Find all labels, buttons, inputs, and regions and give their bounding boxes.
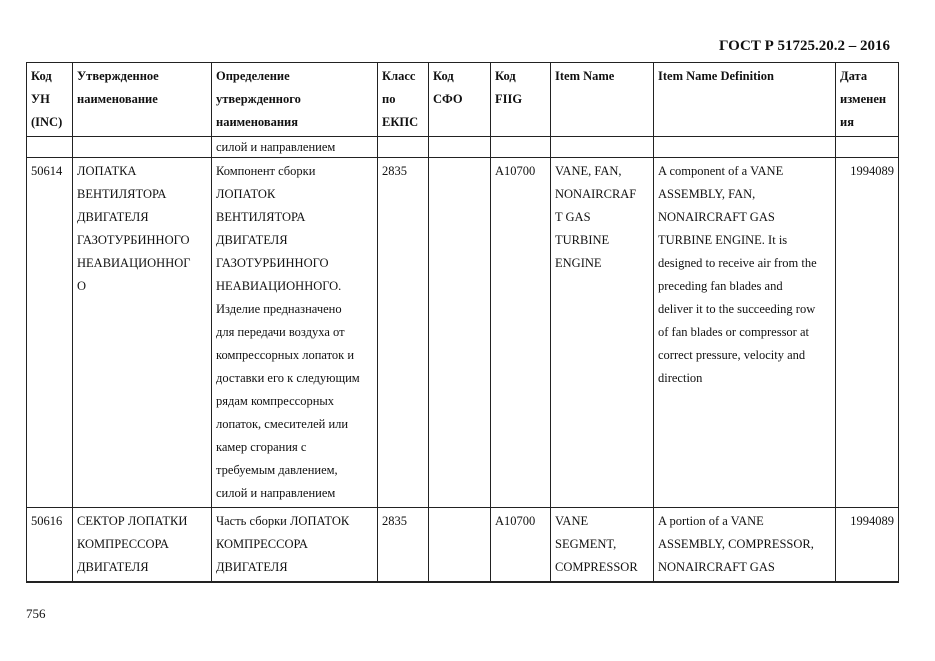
items-table [26, 62, 899, 583]
col-header-class: Класс по ЕКПС [378, 63, 429, 137]
col-header-item-definition: Item Name Definition [654, 63, 836, 137]
cell-empty [654, 137, 836, 158]
cell-empty [73, 137, 212, 158]
cell-class: 2835 [378, 508, 429, 583]
cell-empty [27, 137, 73, 158]
page-number: 756 [26, 606, 46, 621]
table-row [27, 508, 899, 583]
continuation-row [27, 137, 899, 158]
cell-definition: силой и направлением [212, 137, 378, 158]
col-header-fiig: Код FIIG [491, 63, 551, 137]
cell-fiig: A10700 [491, 158, 551, 508]
cell-date: 1994089 [836, 508, 899, 583]
cell-definition: Часть сборки ЛОПАТОК КОМПРЕССОРА ДВИГАТЕЛЯ [212, 508, 378, 583]
cell-empty [491, 137, 551, 158]
cell-item-name: VANE SEGMENT, COMPRESSOR [551, 508, 654, 583]
cell-empty [551, 137, 654, 158]
cell-class: 2835 [378, 158, 429, 508]
col-header-date: Дата изменен ия [836, 63, 899, 137]
cell-inc: 50614 [27, 158, 73, 508]
cell-empty [836, 137, 899, 158]
col-header-name: Утвержденное наименование [73, 63, 212, 137]
table-row [27, 158, 899, 508]
cell-definition: Компонент сборки ЛОПАТОК ВЕНТИЛЯТОРА ДВИГАТЕЛЯ ГАЗОТУРБИННОГО НЕАВИАЦИОННОГО. Изделие предназначено для передачи воздуха от компрессорных лопаток и доставки его к следующим рядам компрессорных лопаток, смесителей или камер сгорания с требуемым давлением, силой и направлением [212, 158, 378, 508]
col-header-sfo: Код СФО [429, 63, 491, 137]
header-row [27, 63, 899, 137]
cell-name: СЕКТОР ЛОПАТКИ КОМПРЕССОРА ДВИГАТЕЛЯ [73, 508, 212, 583]
cell-date: 1994089 [836, 158, 899, 508]
cell-sfo [429, 508, 491, 583]
col-header-inc: Код УН (INC) [27, 63, 73, 137]
cell-sfo [429, 158, 491, 508]
cell-name: ЛОПАТКА ВЕНТИЛЯТОРА ДВИГАТЕЛЯ ГАЗОТУРБИННОГО НЕАВИАЦИОННОГ О [73, 158, 212, 508]
standard-designation: ГОСТ Р 51725.20.2 – 2016 [718, 38, 890, 54]
cell-item-name: VANE, FAN, NONAIRCRAF T GAS TURBINE ENGINE [551, 158, 654, 508]
cell-item-definition: A portion of a VANE ASSEMBLY, COMPRESSOR, NONAIRCRAFT GAS [654, 508, 836, 583]
col-header-item-name: Item Name [551, 63, 654, 137]
cell-item-definition: A component of a VANE ASSEMBLY, FAN, NONAIRCRAFT GAS TURBINE ENGINE. It is designed to receive air from the preceding fan blades and deliver it to the succeeding row of fan blades or compressor at correct pressure, velocity and direction [654, 158, 836, 508]
cell-fiig: A10700 [491, 508, 551, 583]
col-header-definition: Определение утвержденного наименования [212, 63, 378, 137]
cell-empty [378, 137, 429, 158]
cell-inc: 50616 [27, 508, 73, 583]
cell-empty [429, 137, 491, 158]
